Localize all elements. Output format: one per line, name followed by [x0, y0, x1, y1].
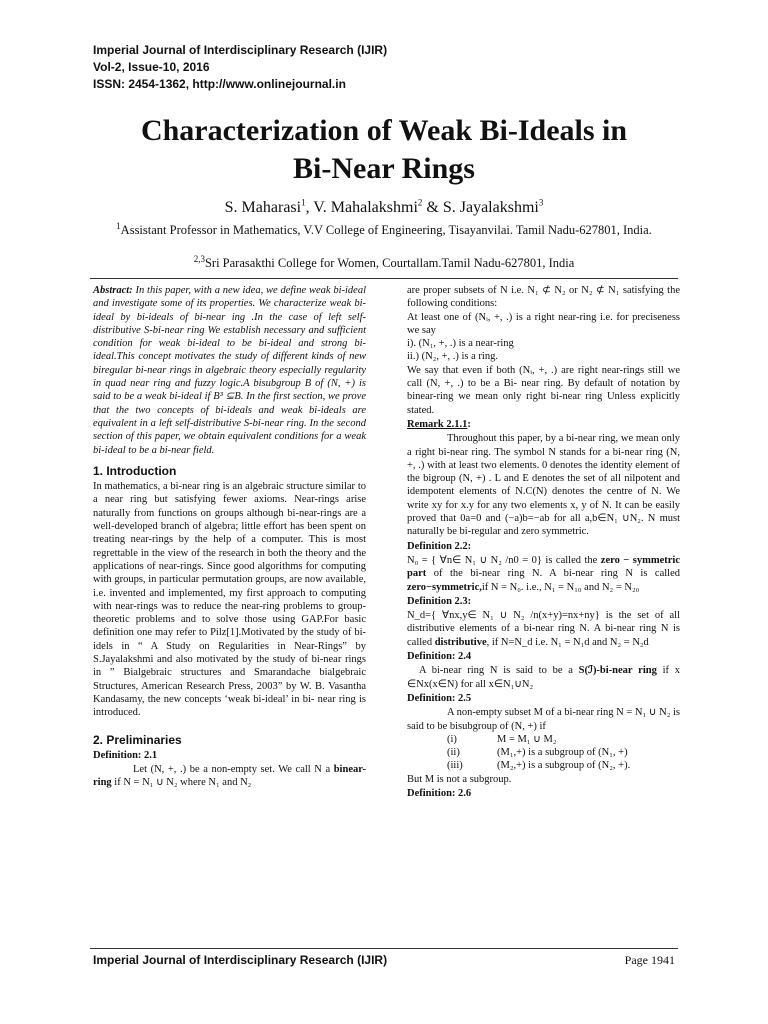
item-3-num: (iii) — [447, 760, 463, 772]
def23-label: Definition 2.3: — [407, 595, 472, 607]
def21-label: Definition: 2.1 — [93, 749, 158, 761]
def24-a: A bi-near ring N is said to be a — [419, 665, 579, 677]
def23-b: , if N=N_d i.e. N₁ = N₁d and N₂ = N₂d — [486, 636, 649, 648]
journal-header — [93, 42, 387, 93]
def24-term: S(ℐ)-bi-near ring — [578, 665, 657, 677]
page-footer — [93, 953, 675, 968]
item-2-text: (M₁,+) is a subgroup of (N₁, +) — [497, 747, 628, 759]
def24-text — [407, 664, 680, 691]
item-1-num: (i) — [447, 733, 457, 745]
paper-title — [60, 112, 708, 188]
author-1: S. Maharasi — [224, 199, 302, 216]
left-column — [93, 284, 366, 790]
right-p4: ii.) (N₂, +, .) is a ring. — [407, 351, 498, 363]
def25-item-2 — [407, 746, 680, 759]
def23-text — [407, 609, 680, 649]
def21-b: if N = N₁ ∪ N₂ where N₁ and N₂ — [111, 777, 252, 789]
def25-text: A non-empty subset M of a bi-near ring N = N₁ ∪ N₂ is said to be bisubgroup of (N, +) if — [407, 707, 680, 732]
def25-item-1 — [407, 733, 680, 746]
author-2: , V. Mahalakshmi — [305, 199, 418, 216]
abstract-text: In this paper, with a new idea, we define weak bi-ideal and investigate some of its properties. We characterize weak bi-ideal by bi-ideals of bi-near ing .In the case of left self-distributive S-bi-near ring We establish necessary and sufficient condition for weak bi-ideal to be bi-ideal and strong bi-ideal.This concept motivates the study of different kinds of new biregular bi-near rings in algebraic theory especially regularity in quad near ring and fuzzy logic.A bisubgroup B of (N, +) is said to be a weak bi-ideal if B³ ⊆B. In the first section, we prove that the two concepts of bi-ideals and weak bi-ideals are equivalent in a left self-distributive S-bi-near ring. In the second section of this paper, we obtain equivalent conditions for a weak bi-ideal to be a bi-near field. — [93, 285, 366, 456]
remark-label-text: Remark 2.1.1 — [407, 418, 468, 430]
aff2-text: Sri Parasakthi College for Women, Courtallam.Tamil Nadu-627801, India — [204, 256, 575, 270]
remark-colon: : — [467, 418, 471, 430]
def25-item-3 — [407, 759, 680, 772]
def24-label: Definition: 2.4 — [407, 651, 472, 663]
title-line-2: Bi-Near Rings — [293, 152, 475, 185]
title-line-1: Characterization of Weak Bi-Ideals in — [140, 114, 628, 147]
def23-a: N_d={ ∀nx,y∈ N₁ ∪ N₂ /n(x+y)=nx+ny} is the set of all distributive elements of a bi-near ring N. A bi-near ring N is called — [407, 610, 680, 648]
authors — [60, 198, 708, 218]
prelim-heading: 2. Preliminaries — [93, 732, 182, 747]
item-1-text: M = M₁ ∪ M₂ — [497, 733, 557, 745]
intro-text: In mathematics, a bi-near ring is an algebraic structure similar to a near ring but satisfying fewer axioms. Near-rings arise naturally from functions on groups although bi-near-rings are a well-developed branch of algebra; little effort has been spent on treating near-rings by the help of a computer. This is most regrettable in the view of the research in both the theory and the applications of near-rings. Since good algorithms for computing with groups, in particular permutation groups, are now available, i.e. invented and implemented, my first approach to computing with near-rings was to reduce the near-ring problems to group-theoretic problems and to solve those using GAP.For basic definition one may refer to Pilz[1].Motivated by the study of bi-idels in “ A Study on Regularities in Near-Rings” by S.Jayalakshmi and also motivated by the study of bi-near rings in ” Bialgebraic structures and Smarandache bialgebraic Structures, American Research Press, 2003” by W. B. Vasantha Kandasamy, the new concepts ‘weak bi-ideal’ in bi- near ring is introduced. — [93, 481, 366, 719]
def22-a: N₀ = { ∀n∈ N₁ ∪ N₂ /n0 = 0} is called the — [407, 554, 601, 566]
def22-b: of the bi-near ring N. A bi-near ring N is called — [426, 568, 680, 580]
right-p2: At least one of (Nᵢ, +, .) is a right near-ring i.e. for preciseness we say — [407, 311, 680, 336]
right-p3: i). (N₁, +, .) is a near-ring — [407, 338, 514, 350]
footer-journal: Imperial Journal of Interdisciplinary Research (IJIR) — [93, 953, 388, 967]
author-3: & S. Jayalakshmi — [422, 199, 539, 216]
def21-term: binear-ring — [93, 764, 366, 789]
affiliation-1 — [88, 222, 680, 239]
abstract — [93, 284, 366, 457]
aff2-sup: 2,3 — [193, 253, 205, 264]
def22-text — [407, 554, 680, 594]
author-3-sup: 3 — [538, 197, 544, 208]
aff1-text: Assistant Professor in Mathematics, V.V College of Engineering, Tisayanvilai. Tamil Nadu-627801, India. — [120, 223, 652, 237]
def22-c: if N = N₀. i.e., N₁ = N₁₀ and N₂ = N₂₀ — [481, 581, 640, 593]
footer-page: Page 1941 — [624, 953, 675, 967]
def23-term: distributive — [434, 636, 487, 648]
def21-a: Let (N, +, .) be a non-empty set. We call N a — [133, 764, 334, 776]
def24-b: if x ∈Nx(x∈N) for all x∈N₁∪N₂ — [407, 665, 680, 690]
journal-volume: Vol-2, Issue-10, 2016 — [93, 60, 210, 74]
author-2-sup: 2 — [417, 197, 423, 208]
def26-label: Definition: 2.6 — [407, 787, 472, 799]
author-1-sup: 1 — [301, 197, 306, 208]
right-p-last: But M is not a subgroup. — [407, 773, 512, 785]
def22-term: zero − symmetric part — [407, 554, 680, 580]
journal-name: Imperial Journal of Interdisciplinary Research (IJIR) — [93, 43, 388, 57]
right-p5: We say that even if both (Nᵢ, +, .) are right near-rings still we call (N, +, .) to be a Bi- near ring. By default of notation by binear-ring we mean only right bi-near ring Unless explicitly stated. — [407, 364, 680, 416]
affiliation-2 — [88, 255, 680, 272]
aff1-sup: 1 — [116, 220, 121, 231]
intro-heading: 1. Introduction — [93, 463, 177, 478]
def22-label: Definition 2.2: — [407, 540, 472, 552]
journal-issn: ISSN: 2454-1362, http://www.onlinejournal.in — [93, 77, 346, 91]
footer-rule — [90, 948, 678, 949]
def22-term2: zero−symmetric, — [407, 581, 482, 593]
remark-text: Throughout this paper, by a bi-near ring, we mean only a right bi-near ring. The symbol N stands for a bi-near ring (N, +, .) with at least two elements. 0 denotes the identity element of the bigroup (N, +) . L and E denotes the set of all nilpotent and idempotent elements of N.C(N) denotes the centre of N. We write xy for x.y for any two elements x, y of N. It can be easily proved that 0a=0 and (−a)b=−ab for all a,b∈N₁ ∪N₂. N must naturally be bi-regular and zero symmetric. — [407, 433, 680, 538]
remark-label — [407, 418, 680, 431]
def21-text — [93, 763, 366, 790]
abstract-label: Abstract: — [93, 285, 133, 296]
right-column — [407, 284, 680, 801]
item-2-num: (ii) — [447, 747, 460, 759]
def25-label: Definition: 2.5 — [407, 692, 472, 704]
right-p1: are proper subsets of N i.e. N₁ ⊄ N₂ or N₂ ⊄ N₁ satisfying the following conditions: — [407, 285, 680, 310]
item-3-text: (M₂,+) is a subgroup of (N₂, +). — [497, 760, 631, 772]
header-rule — [90, 278, 678, 279]
